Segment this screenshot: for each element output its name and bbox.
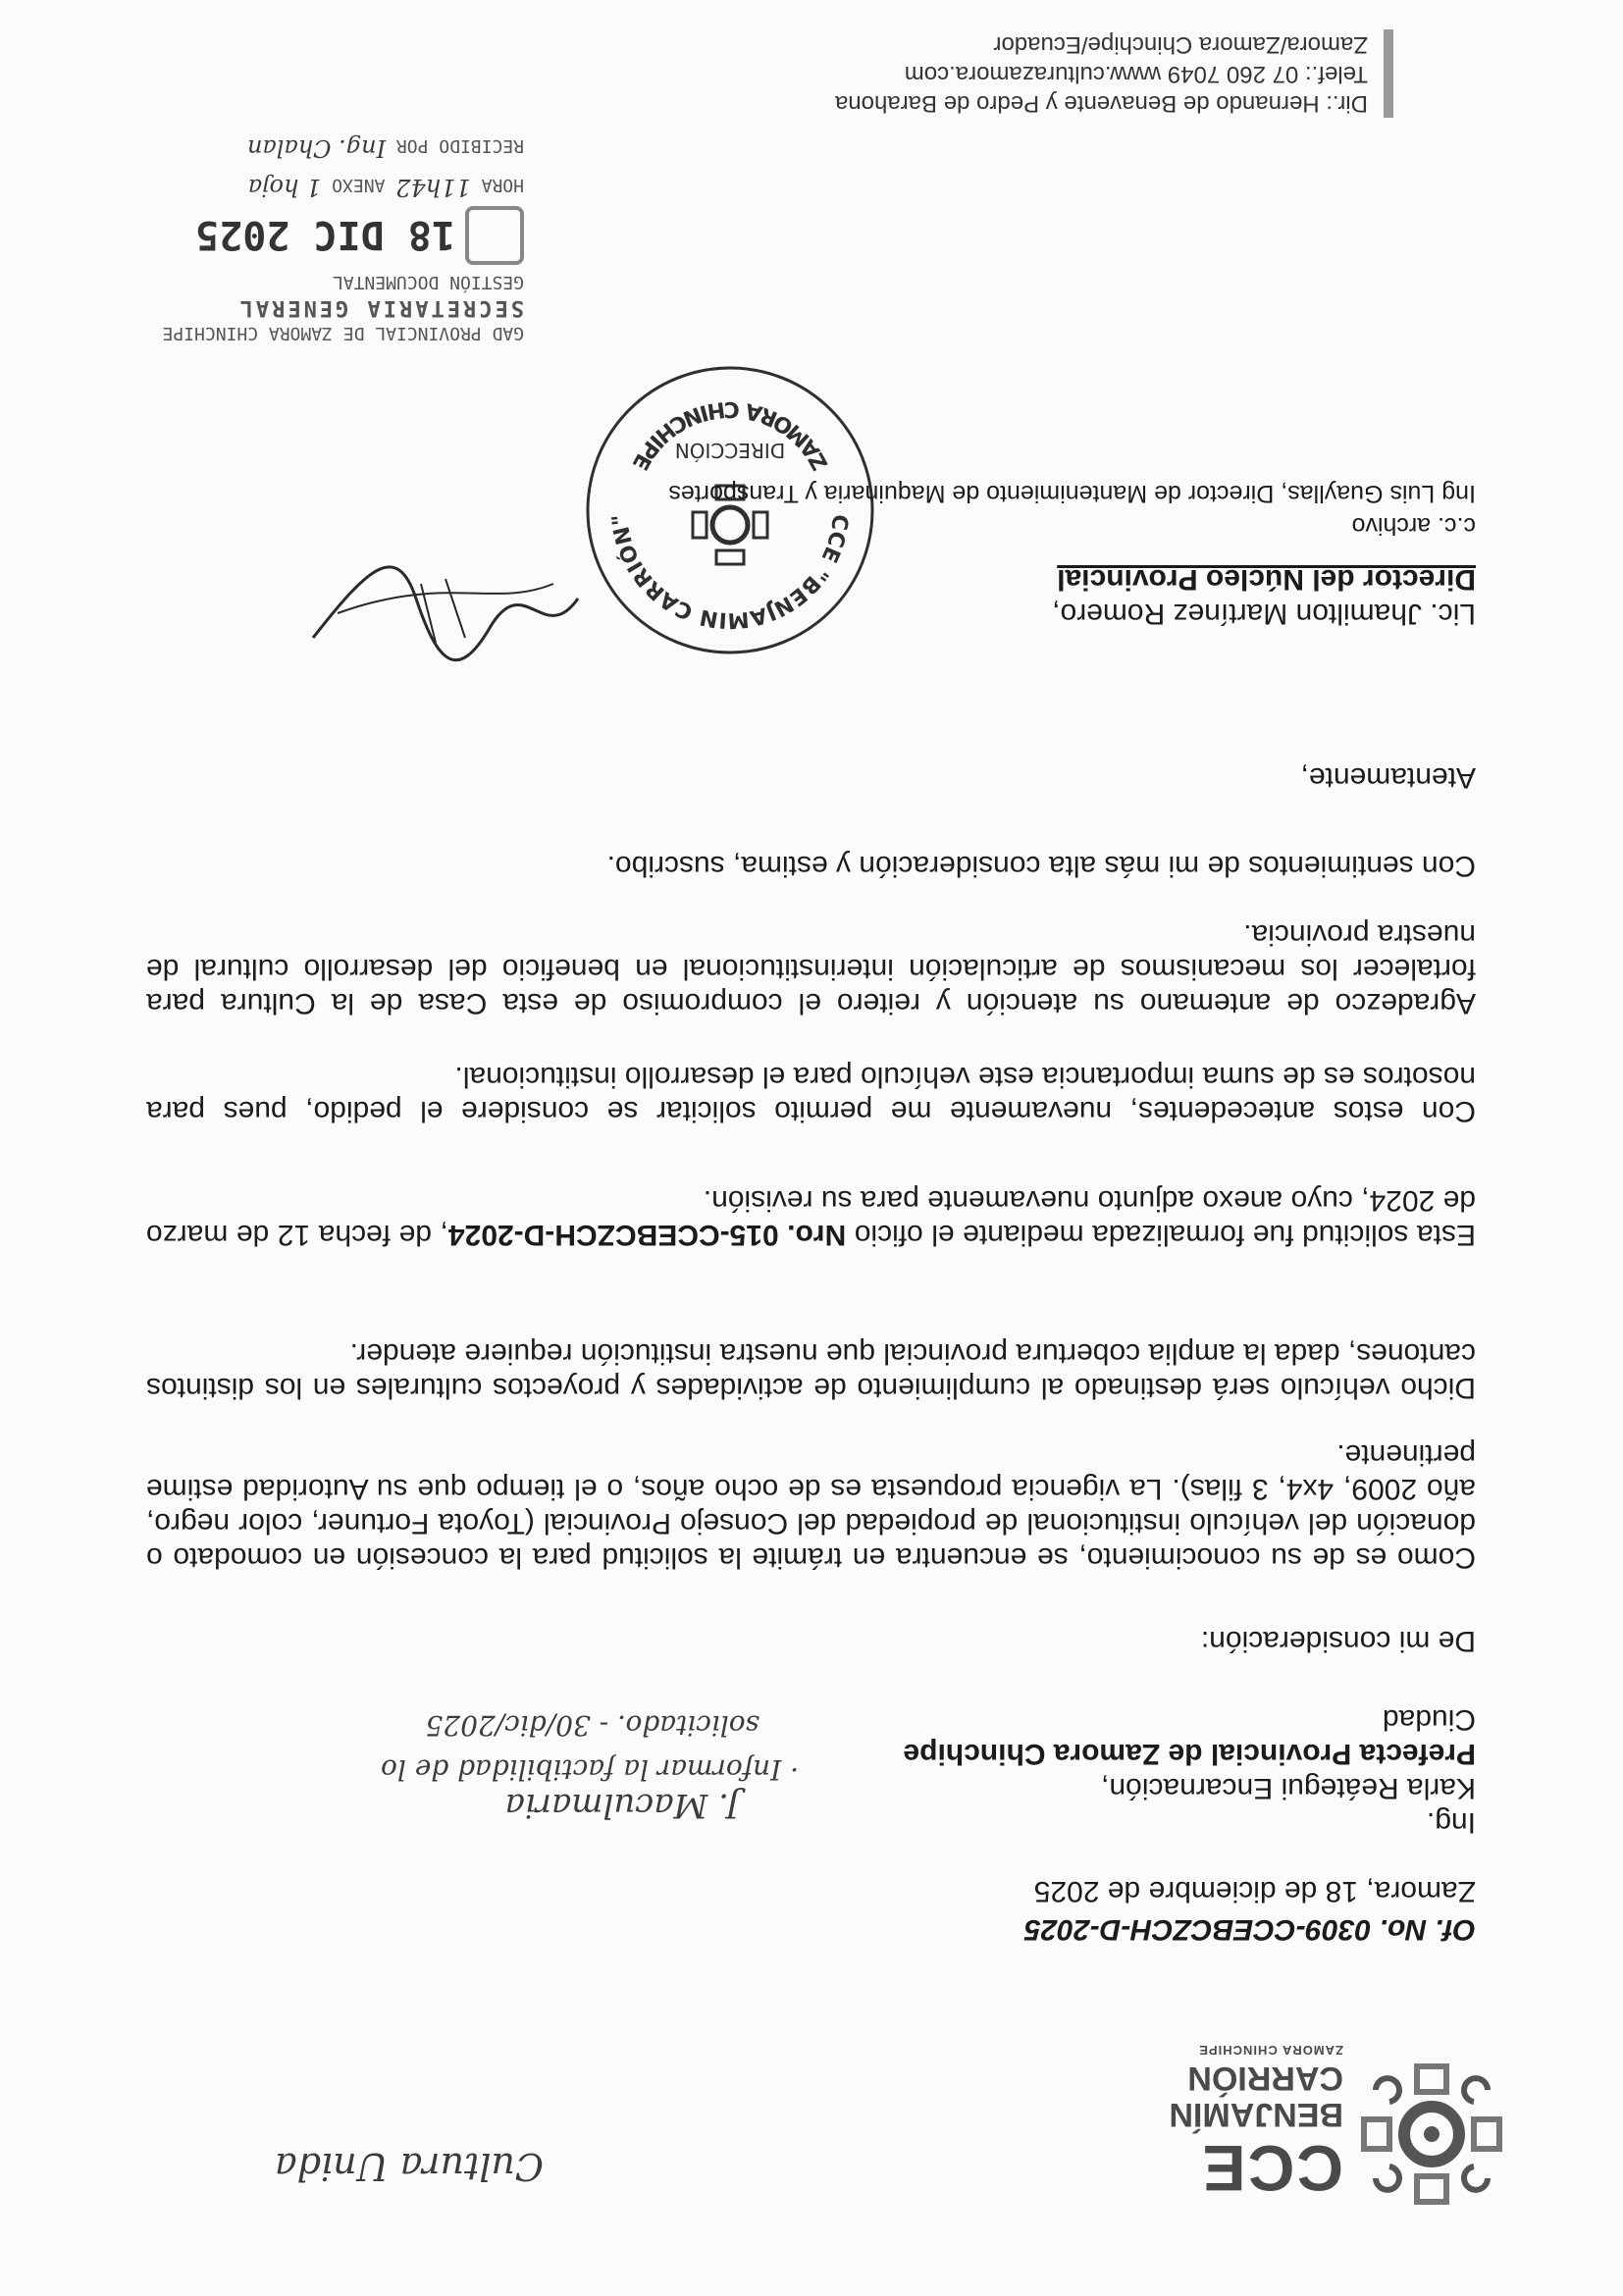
handwritten-note-top: Cultura Unida <box>275 2145 544 2188</box>
footer-phone-web: Telef.: 07 260 7049 www.culturazamora.com <box>904 61 1368 87</box>
reception-date: 18 DIC 2025 <box>195 212 455 257</box>
salutation: De mi consideración: <box>1200 1625 1476 1657</box>
footer-contact <box>835 29 1393 118</box>
paragraph-closing-sentiment: Con sentimientos de mi más alta consideración y estima, suscribo. <box>606 850 1476 882</box>
handwritten-annotation-line2: solicitado. - 30/dic/2025 <box>425 1709 759 1742</box>
reception-received-line: RECIBIDO POR Ing. Chalan <box>246 134 524 162</box>
prior-oficio-number: Nro. 015-CCEBCZCH-D-2024 <box>447 1219 847 1251</box>
cc-label: c.c. archivo <box>1351 512 1476 540</box>
paragraph-purpose: Dicho vehículo será destinado al cumplimiento de actividades y proyectos culturales en los distintos cantones, dada la amplia cobertura provincial que nuestra institución requiere atender. <box>146 1337 1476 1404</box>
paragraph-request: Como es de su conocimiento, se encuentra en trámite la solicitud para la concesión en comodato o donación del vehículo institucional de propiedad del Consejo Provincial (Toyota Fortuner, color negro, año 2009, 4x4, 3 filas). La vigencia propuesta es de ocho años, o el tiempo que su Autoridad estime pertinente. <box>146 1438 1476 1574</box>
stamp-direction-label: DIRECCIÓN <box>674 439 786 462</box>
footer-address: Dir.: Hernando de Benavente y Pedro de Barahona <box>834 90 1368 117</box>
recipient-position: Prefecta Provincial de Zamora Chinchipe <box>903 1738 1476 1770</box>
reception-secretaria-line: SECRETARIA GENERAL <box>236 295 524 320</box>
cce-logo-mark <box>1358 2061 1505 2208</box>
paragraph-prior-request: Esta solicitud fue formalizada mediante el oficio Nro. 015-CCEBCZCH-D-2024, de fecha 12 de marzo de 2024, cuyo anexo adjunto nuevamente para su revisión. <box>145 1184 1476 1251</box>
reception-stamp <box>151 118 524 343</box>
logo-tagline: ZAMORA CHINCHIPE <box>1198 2043 1343 2058</box>
stamp-institution-text: CCE "BENJAMIN CARRIÓN" <box>607 512 853 633</box>
reception-hour-line: HORA 11h42 ANEXO 1 hoja <box>247 174 524 201</box>
logo-acronym: CCE <box>1200 2132 1343 2205</box>
recipient-name: Karla Reátegui Encarnación, <box>1101 1772 1476 1804</box>
letter-date: Zamora, 18 de diciembre de 2025 <box>1033 1875 1476 1907</box>
footer-location: Zamora/Zamora Chinchipe/Ecuador <box>993 31 1368 58</box>
institutional-stamp <box>583 363 877 657</box>
handwritten-annotation-line1: · Informar la factibilidad de lo <box>381 1753 799 1786</box>
handwritten-signature <box>308 559 583 667</box>
signer-name: Lic. Jhamilton Martínez Romero, <box>1052 598 1476 630</box>
logo-name-line2: CARRIÓN <box>1187 2060 1343 2097</box>
logo-name-line1: BENJAMÍN <box>1169 2096 1343 2133</box>
recipient-title: Ing. <box>1426 1806 1476 1839</box>
reception-gestion-line: GESTIÓN DOCUMENTAL <box>332 272 524 292</box>
reception-seal-icon <box>465 206 524 265</box>
office-reference: Of. No. 0309-CCEBCZCH-D-2025 <box>1023 1913 1476 1946</box>
handwritten-initials: J. Maculmaria <box>504 1786 740 1825</box>
recipient-city: Ciudad <box>1382 1703 1476 1736</box>
signer-position: Director del Núcleo Provincial <box>1057 563 1476 596</box>
paragraph-thanks: Agradezco de antemano su atención y reitero el compromiso de esta Casa de la Cultura para fortalecer los mecanismos de articulación interinstitucional en beneficio del desarrollo cultural de nuestra provincia. <box>146 918 1476 1019</box>
cc-recipient: Ing Luis Guayllas, Director de Mantenimiento de Maquinaria y Transportes <box>668 480 1476 507</box>
stamp-province-text: ZAMORA CHINCHIPE <box>626 395 834 475</box>
paragraph-antecedents: Con estos antecedentes, nuevamente me permito solicitar se considere el pedido, pues para nosotros es de suma importancia este vehículo para el desarrollo institucional. <box>146 1061 1476 1127</box>
closing: Atentamente, <box>1300 761 1476 794</box>
reception-gad-line: GAD PROVINCIAL DE ZAMORA CHINCHIPE <box>162 323 524 343</box>
